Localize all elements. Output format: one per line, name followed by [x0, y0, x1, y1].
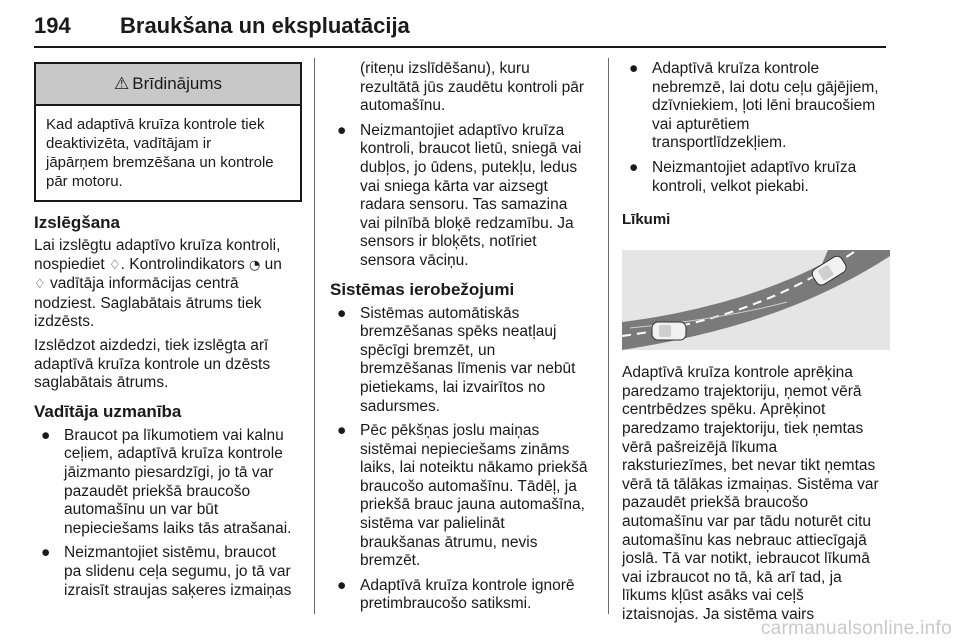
- list-item: ● Neizmantojiet sistēmu, braucot pa slidenu ceļa segumu, jo tā var izraisīt straujas saķeres izmaiņas: [41, 544, 292, 599]
- vehicle-rear: [652, 322, 686, 340]
- list-item: ● Adaptīvā kruīza kontrole ignorē pretimbraucošo satiksmi.: [337, 576, 575, 613]
- text-line: nodziest. Saglabātais ātrums tiek: [34, 294, 262, 312]
- list-item: ● Neizmantojiet adaptīvo kruīza kontroli, braucot lietū, sniegā vai dubļos, jo ūdens, putekļu, ledus vai sniega kārta var aizsegt radara sensoru. Tas samazina vai pilnībā bloķē redzamību. Ja sensors ir bloķēts, notīriet sensora vāciņu.: [337, 121, 582, 269]
- page-header: [34, 6, 886, 48]
- column-1: [34, 62, 302, 600]
- text-line: un: [264, 255, 282, 273]
- bullet-list: [622, 60, 890, 196]
- text-line: nospiediet: [34, 255, 105, 273]
- text-line: . Kontrolindikators: [120, 255, 245, 273]
- warning-title: Brīdinājums: [132, 74, 222, 93]
- bullet-icon: ●: [337, 121, 347, 139]
- section-heading-ierobezojumi: Sistēmas ierobežojumi: [330, 279, 515, 299]
- column-divider: [314, 58, 315, 614]
- paragraph-likumi: Adaptīvā kruīza kontrole aprēķina paredzamo trajektoriju, ņemot vērā centrbēdzes spēku. Aprēķinot paredzamo trajektoriju, tiek ņemtas vērā pašreizējā līkuma raksturiezīmes, bet nevar tikt ņemtas vērā tā tālākas izmaiņas. Sistēma var pazaudēt priekšā braucošo automašīnu var par tādu noturēt citu automašīnu kas nebrauc attiecīgajā joslā. Tā var notikt, iebraucot līkumā vai izbraucot no tā, kā arī tad, ja līkums kļūst asāks vai ceļš iztaisnojas. Ja sistēma vairs: [622, 364, 879, 623]
- text-line: izdzēsts.: [34, 313, 95, 331]
- section-heading-likumi: Līkumi: [622, 211, 671, 229]
- warning-line: Kad adaptīvā kruīza kontrole tiek: [46, 116, 265, 133]
- chapter-title: Braukšana un ekspluatācija: [120, 13, 410, 38]
- list-item: ● Braucot pa līkumotiem vai kalnu ceļiem, adaptīvā kruīza kontrole jāizmanto piesardzīgi, jo tā var pazaudēt priekšā braucošo automašīnu un var būt nepieciešams laiks tās atrašanai.: [41, 426, 292, 537]
- warning-line: jāpārņem bremzēšana un kontrole: [46, 154, 274, 171]
- text-line: vadītāja informācijas centrā: [49, 275, 239, 293]
- section-heading-izslegsana: Izslēgšana: [34, 213, 120, 232]
- cruise-control-icon: ♢: [108, 257, 121, 273]
- section-heading-uzmaniba: Vadītāja uzmanība: [34, 401, 182, 421]
- bullet-icon: ●: [337, 304, 347, 322]
- warning-box: [34, 62, 302, 202]
- bullet-list: [330, 60, 600, 271]
- warning-triangle-icon: ⚠: [113, 74, 130, 93]
- column-3: [622, 60, 890, 624]
- paragraph-aizdedze: [34, 337, 302, 393]
- text-line: saglabātais ātrums.: [34, 374, 169, 392]
- warning-line: pār motoru.: [46, 173, 123, 190]
- text-line: Lai izslēgtu adaptīvo kruīza kontroli,: [34, 237, 281, 254]
- watermark: carmanualsonline.info: [760, 618, 952, 639]
- paragraph-izslegsana: [34, 237, 302, 332]
- curve-illustration: [622, 250, 890, 350]
- bullet-list: [34, 427, 302, 600]
- warning-line: deaktivizēta, vadītājam ir: [46, 135, 212, 152]
- warning-header: [36, 64, 300, 106]
- speedometer-icon: ◔: [249, 257, 261, 273]
- bullet-list: [330, 305, 600, 615]
- list-item: ● Adaptīvā kruīza kontrole nebremzē, lai dotu ceļu gājējiem, dzīvniekiem, ļoti lēni braucošiem vai apturētiem transportlīdzekļiem.: [629, 60, 879, 152]
- bullet-icon: ●: [41, 544, 51, 562]
- list-item: ● Sistēmas automātiskās bremzēšanas spēks neatļauj spēcīgi bremzēt, un bremzēšanas līmenis var nebūt pietiekams, lai izvairītos no sadursmes.: [337, 304, 576, 415]
- list-item: ● Pēc pēkšņas joslu maiņas sistēmai nepieciešams zināms laiks, lai noteiktu nākamo priekšā braucošo automašīnu. Tādēļ, ja priekšā brauc jauna automašīna, sistēma var palielināt braukšanas ātrumu, nevis bremzēt.: [337, 422, 588, 570]
- bullet-icon: ●: [629, 158, 639, 176]
- column-2: [330, 60, 600, 614]
- column-divider: [608, 58, 609, 614]
- list-item-continued: (riteņu izslīdēšanu), kuru rezultātā jūs zaudētu kontroli pār automašīnu.: [360, 60, 585, 115]
- text-line: adaptīvā kruīza kontrole un dzēsts: [34, 355, 271, 373]
- page-number: 194: [34, 13, 71, 38]
- warning-text: [36, 106, 300, 200]
- bullet-icon: ●: [41, 426, 51, 444]
- list-item: ● Neizmantojiet adaptīvo kruīza kontroli, velkot piekabi.: [629, 158, 857, 195]
- bullet-icon: ●: [337, 576, 347, 594]
- text-line: Izslēdzot aizdedzi, tiek izslēgta arī: [34, 336, 269, 354]
- cruise-control-icon: ♢: [34, 277, 46, 293]
- bullet-icon: ●: [629, 60, 639, 77]
- bullet-icon: ●: [337, 422, 347, 440]
